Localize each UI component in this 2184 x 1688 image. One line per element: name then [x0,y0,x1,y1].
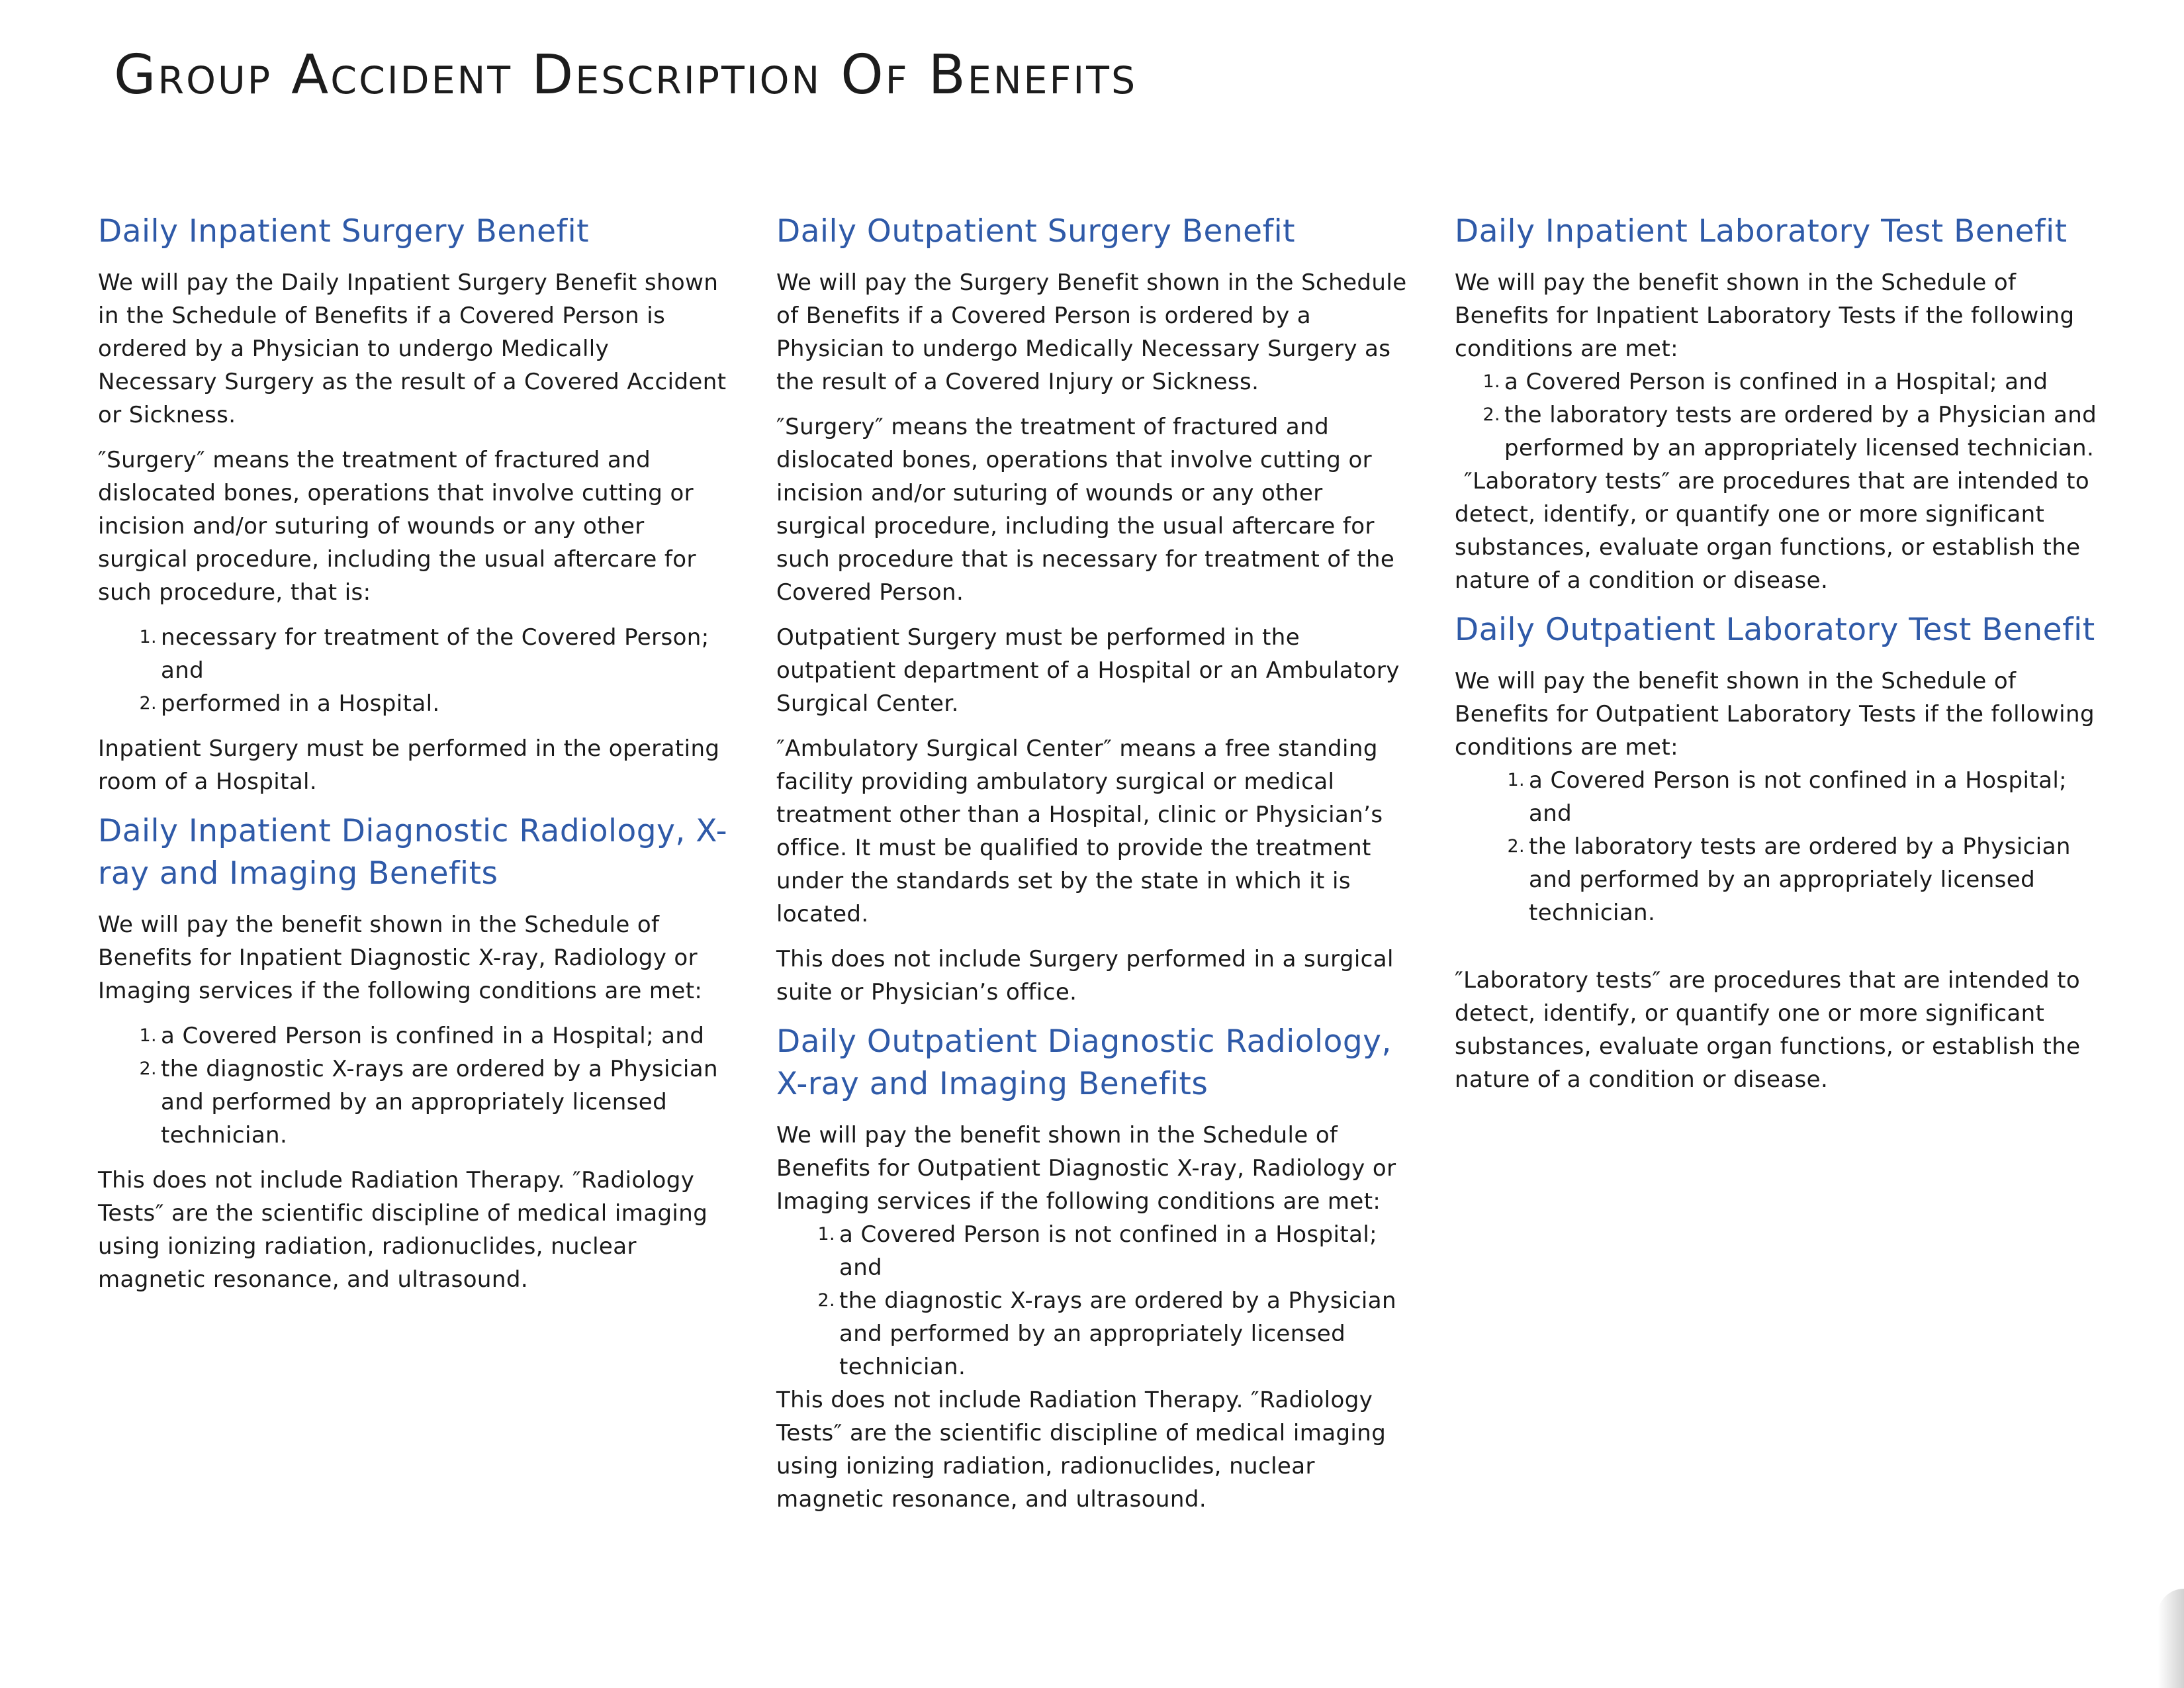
list-item [1507,830,2100,929]
heading-inpatient-radiology: Daily Inpatient Diagnostic Radiology, X-ray and Imaging Benefits [98,813,728,892]
paragraph: We will pay the benefit shown in the Schedule of Benefits for Inpatient Diagnostic X-ray, Radiology or Imaging services if the following conditions are met: [98,912,703,1004]
paragraph: We will pay the benefit shown in the Schedule of Benefits for Outpatient Diagnostic X-ray, Radiology or Imaging services if the following conditions are met: [776,1122,1396,1215]
numbered-list [98,1019,733,1152]
list-number: 2. [1482,404,1500,425]
list-number: 1. [1482,371,1500,392]
section-inpatient-radiology [98,810,733,1296]
list-item-text: a Covered Person is confined in a Hospital; and [161,1023,705,1049]
list-item-text: a Covered Person is confined in a Hospital; and [1504,369,2048,395]
column-middle [776,211,1412,1528]
list-item [139,1053,733,1152]
list-item-text: the laboratory tests are ordered by a Physician and performed by an appropriately licensed technician. [1529,833,2071,926]
paragraph: Inpatient Surgery must be performed in the operating room of a Hospital. [98,735,720,795]
section-outpatient-radiology [776,1021,1412,1516]
list-number: 1. [139,1025,157,1046]
paragraph: We will pay the Surgery Benefit shown in the Schedule of Benefits if a Covered Person is ordered by a Physician to undergo Medically Necessary Surgery as the result of a Covered Injury or Sickness. [776,269,1407,395]
paragraph: This does not include Radiation Therapy. ″Radiology Tests″ are the scientific discipline of medical imaging using ionizing radiation, radionuclides, nuclear magnetic resonance, and ultrasound. [776,1387,1387,1513]
paragraph: ″Ambulatory Surgical Center″ means a free standing facility providing ambulatory surgical or medical treatment other than a Hospital, clinic or Physician’s office. It must be qualified to provide the treatment under the standards set by the state in which it is located. [776,735,1383,927]
section-inpatient-surgery [98,211,733,798]
paragraph: ″Laboratory tests″ are procedures that are intended to detect, identify, or quantify one or more significant substances, evaluate organ functions, or establish the nature of a condition or disease. [1455,468,2090,594]
list-number: 2. [139,1058,157,1079]
list-number: 1. [1507,770,1525,790]
list-item-text: a Covered Person is not confined in a Hospital; and [839,1221,1378,1281]
list-item-text: the laboratory tests are ordered by a Physician and performed by an appropriately licensed technician. [1504,402,2097,461]
paragraph: We will pay the benefit shown in the Schedule of Benefits for Outpatient Laboratory Tests if the following conditions are met: [1455,668,2095,761]
list-item [817,1284,1412,1383]
column-left [98,211,733,1308]
heading-outpatient-surgery: Daily Outpatient Surgery Benefit [776,213,1296,250]
list-item [1482,365,2100,399]
list-item [1482,399,2100,465]
numbered-list [776,1218,1412,1383]
list-item-text: performed in a Hospital. [161,690,440,717]
page-curl-shadow [2158,1589,2184,1688]
list-item-text: a Covered Person is not confined in a Hospital; and [1529,767,2068,827]
list-number: 2. [139,693,157,714]
list-item-text: necessary for treatment of the Covered Person; and [161,624,709,684]
section-outpatient-surgery [776,211,1412,1009]
list-item [139,1019,733,1053]
list-item [1507,764,2100,830]
numbered-list [1455,365,2100,465]
paragraph: We will pay the benefit shown in the Schedule of Benefits for Inpatient Laboratory Tests if the following conditions are met: [1455,269,2075,362]
list-number: 2. [1507,836,1525,857]
list-item [139,621,733,687]
list-number: 1. [139,627,157,647]
list-item-text: the diagnostic X-rays are ordered by a Physician and performed by an appropriately licensed technician. [161,1056,718,1149]
heading-outpatient-lab: Daily Outpatient Laboratory Test Benefit [1455,612,2095,648]
list-item [817,1218,1412,1284]
paragraph: We will pay the Daily Inpatient Surgery Benefit shown in the Schedule of Benefits if a Covered Person is ordered by a Physician to undergo Medically Necessary Surgery as the result of a Covered Accident or Sickness. [98,269,727,428]
heading-inpatient-lab: Daily Inpatient Laboratory Test Benefit [1455,213,2068,250]
paragraph: ″Surgery″ means the treatment of fractured and dislocated bones, operations that involve cutting or incision and/or suturing of wounds or any other surgical procedure, including the usual aftercare for such procedure that is necessary for treatment of the Covered Person. [776,414,1395,606]
heading-outpatient-radiology: Daily Outpatient Diagnostic Radiology, X-ray and Imaging Benefits [776,1023,1392,1102]
numbered-list [98,621,733,720]
paragraph: ″Laboratory tests″ are procedures that are intended to detect, identify, or quantify one or more significant substances, evaluate organ functions, or establish the nature of a condition or disease. [1455,967,2081,1093]
list-item [139,687,733,720]
paragraph: This does not include Surgery performed in a surgical suite or Physician’s office. [776,946,1394,1006]
paragraph: Outpatient Surgery must be performed in the outpatient department of a Hospital or an Ambulatory Surgical Center. [776,624,1400,717]
heading-inpatient-surgery: Daily Inpatient Surgery Benefit [98,213,590,250]
section-outpatient-lab [1455,609,2100,1096]
list-number: 2. [817,1290,835,1311]
section-inpatient-lab [1455,211,2100,597]
numbered-list [1455,764,2100,929]
list-number: 1. [817,1224,835,1244]
page-title: Group Accident Description Of Benefits [114,44,1138,107]
list-item-text: the diagnostic X-rays are ordered by a Physician and performed by an appropriately licensed technician. [839,1288,1396,1380]
paragraph: ″Surgery″ means the treatment of fractured and dislocated bones, operations that involve cutting or incision and/or suturing of wounds or any other surgical procedure, including the usual aftercare for such procedure, that is: [98,447,696,606]
paragraph: This does not include Radiation Therapy. ″Radiology Tests″ are the scientific discipline of medical imaging using ionizing radiation, radionuclides, nuclear magnetic resonance, and ultrasound. [98,1167,708,1293]
column-right [1455,211,2100,1108]
